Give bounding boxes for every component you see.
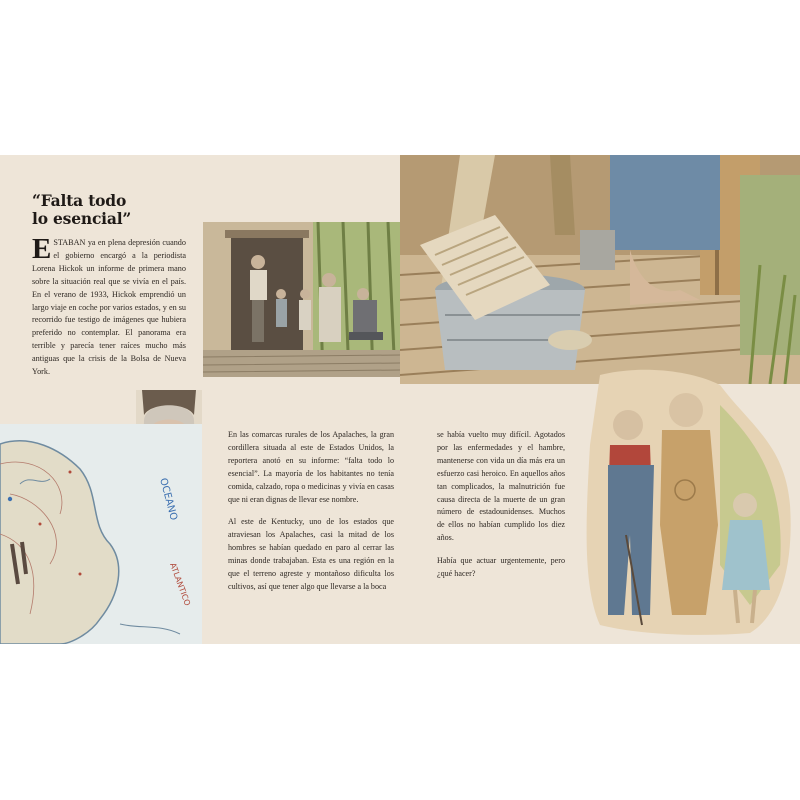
heading-line-2: lo esencial” <box>32 209 132 228</box>
family-doorway-illustration <box>203 222 400 377</box>
book-spread <box>0 155 800 644</box>
drop-cap: E <box>32 233 52 265</box>
article-heading <box>32 192 182 228</box>
col2-paragraph-1: se había vuelto muy difícil. Agotados por las enfermedades y el hambre, mantenerse con vida un día más era un esfuerzo casi heroico. En aquellos años tan complicados, la malnutrición fue causa directa de la muerte de un gran número de estadounidenses. Muchos de ellos no habían cumplido los diez años. <box>437 430 565 543</box>
ocean-label-1: OCEANO <box>157 476 179 522</box>
col2-paragraph-2: Había que actuar urgentemente, pero ¿qué hacer? <box>437 556 565 579</box>
heading-line-1: “Falta todo <box>32 191 127 210</box>
intro-paragraph <box>32 233 186 379</box>
col1-paragraph-1: En las comarcas rurales de los Apalaches, la gran cordillera situada al este de Estados Unidos, la reportera anotó en su informe: “falta todo lo esencial”. La mayoría de los habitantes no tenía comida, calzado, ropa o medicinas y vivía en casas que ni eran dignas de llevar ese nombre. <box>228 430 394 504</box>
map-illustration <box>0 424 202 644</box>
col1-paragraph-2: Al este de Kentucky, uno de los estados que atraviesan los Apalaches, casi la mitad de los hombres se habían quedado en paro al cerrar las minas donde trabajaban. Esta es una región en la que el terreno agreste y montañoso dificulta los cultivos, así que tener algo que llevarse a la boca <box>228 517 394 591</box>
body-column-1 <box>228 429 394 604</box>
ocean-label-2: ATLANTICO <box>168 561 192 607</box>
body-column-2 <box>437 429 565 591</box>
washtub-illustration <box>400 155 800 384</box>
intro-text: STABAN ya en plena depresión cuando el gobierno encargó a la periodista Lorena Hickok un informe de primera mano sobre la situación real que se vivía en el país. En el verano de 1933, Hickok emprendió un largo viaje en coche por varios estados, y en su recorrido fue testigo de imágenes que hubiera preferido no contemplar. El panorama era terrible y parecía tener raíces mucho más antiguas que la crisis de la Bolsa de Nueva York. <box>32 238 186 377</box>
children-illustration <box>580 365 795 637</box>
